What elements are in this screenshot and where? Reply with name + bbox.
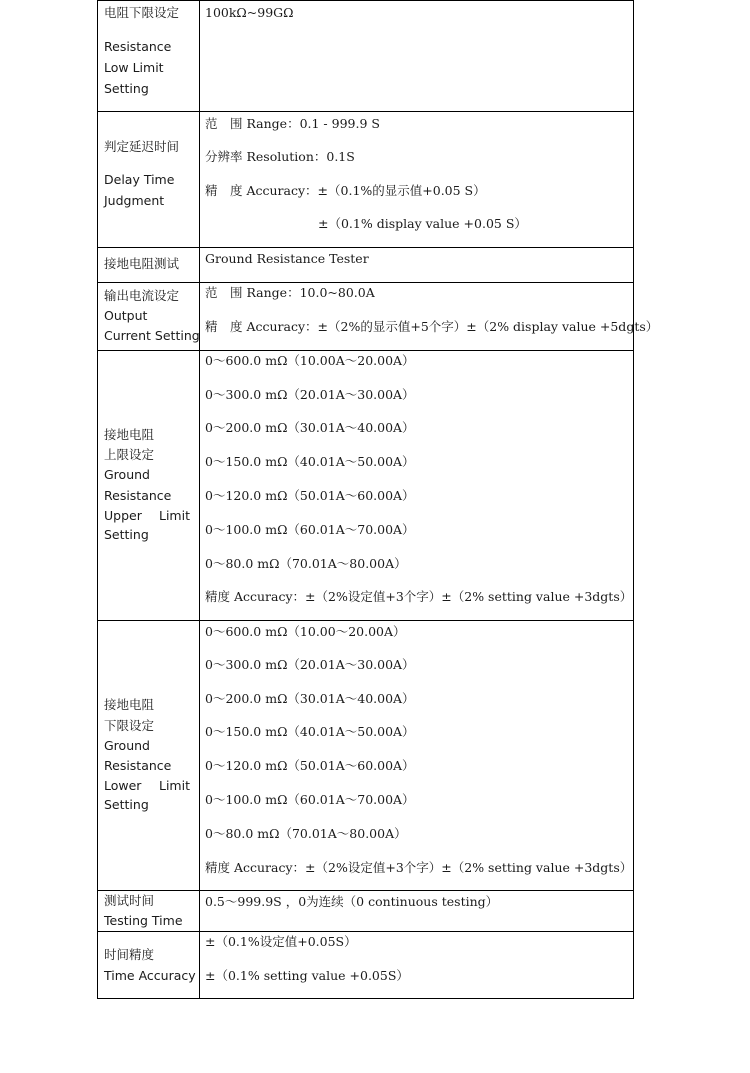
- row-divider: [97, 931, 634, 932]
- lower-limit-label: Setting: [104, 797, 149, 812]
- lower-limit-label: 下限设定: [104, 718, 155, 733]
- row-divider: [97, 890, 634, 891]
- upper-limit-value: 0～200.0 mΩ（30.01A～40.00A）: [205, 420, 415, 435]
- row-divider: [97, 620, 634, 621]
- testing-time-label: Testing Time: [104, 913, 183, 928]
- low-limit-label: 电阻下限设定: [104, 5, 180, 20]
- column-divider: [199, 0, 200, 999]
- delay-value: 范 围 Range：0.1 - 999.9 S: [205, 116, 380, 131]
- upper-limit-label: 上限设定: [104, 447, 155, 462]
- testing-time-value: 0.5～999.9S ，0为连续（0 continuous testing）: [205, 894, 499, 909]
- row-divider: [97, 247, 634, 248]
- delay-label: Delay Time: [104, 172, 175, 187]
- delay-value: 精 度 Accuracy：±（0.1%的显示值+0.05 S）: [205, 183, 486, 198]
- low-limit-label: Setting: [104, 81, 149, 96]
- low-limit-value: 100kΩ~99GΩ: [205, 5, 294, 20]
- time-accuracy-value: ±（0.1%设定值+0.05S）: [205, 934, 357, 949]
- lower-limit-value: 0～80.0 mΩ（70.01A～80.00A）: [205, 826, 407, 841]
- upper-limit-value: 0～300.0 mΩ（20.01A～30.00A）: [205, 387, 415, 402]
- upper-limit-label: Upper Limit: [104, 508, 190, 523]
- upper-limit-label: Setting: [104, 527, 149, 542]
- ground-header-label: 接地电阻测试: [104, 256, 180, 271]
- upper-limit-label: Resistance: [104, 488, 172, 503]
- output-current-value: 精 度 Accuracy：±（2%的显示值+5个字）±（2% display value +5dgts）: [205, 319, 659, 334]
- upper-limit-value: 0～600.0 mΩ（10.00A～20.00A）: [205, 353, 415, 368]
- testing-time-label: 测试时间: [104, 893, 155, 908]
- output-current-label: 输出电流设定: [104, 288, 180, 303]
- lower-limit-value: 0～600.0 mΩ（10.00～20.00A）: [205, 624, 406, 639]
- row-divider: [97, 282, 634, 283]
- lower-limit-value: 0～150.0 mΩ（40.01A～50.00A）: [205, 724, 415, 739]
- delay-value: ±（0.1% display value +0.05 S）: [318, 216, 527, 231]
- column-divider: [633, 0, 634, 999]
- upper-limit-value: 0～100.0 mΩ（60.01A～70.00A）: [205, 522, 415, 537]
- upper-limit-value: 0～120.0 mΩ（50.01A～60.00A）: [205, 488, 415, 503]
- ground-header-value: Ground Resistance Tester: [205, 251, 369, 266]
- row-divider: [97, 111, 634, 112]
- delay-label: Judgment: [104, 193, 165, 208]
- lower-limit-value: 精度 Accuracy：±（2%设定值+3个字）±（2% setting value +3dgts）: [205, 860, 633, 875]
- row-divider: [97, 350, 634, 351]
- upper-limit-value: 0～80.0 mΩ（70.01A～80.00A）: [205, 556, 407, 571]
- lower-limit-value: 0～100.0 mΩ（60.01A～70.00A）: [205, 792, 415, 807]
- upper-limit-value: 0～150.0 mΩ（40.01A～50.00A）: [205, 454, 415, 469]
- upper-limit-label: 接地电阻: [104, 427, 155, 442]
- time-accuracy-label: 时间精度: [104, 947, 155, 962]
- lower-limit-label: 接地电阻: [104, 697, 155, 712]
- output-current-label: Output: [104, 308, 148, 323]
- upper-limit-value: 精度 Accuracy：±（2%设定值+3个字）±（2% setting value +3dgts）: [205, 589, 633, 604]
- time-accuracy-value: ±（0.1% setting value +0.05S）: [205, 968, 409, 983]
- delay-label: 判定延迟时间: [104, 139, 180, 154]
- delay-value: 分辨率 Resolution：0.1S: [205, 149, 355, 164]
- lower-limit-label: Lower Limit: [104, 778, 190, 793]
- output-current-value: 范 围 Range：10.0~80.0A: [205, 285, 375, 300]
- lower-limit-value: 0～120.0 mΩ（50.01A～60.00A）: [205, 758, 415, 773]
- lower-limit-label: Resistance: [104, 758, 172, 773]
- lower-limit-value: 0～200.0 mΩ（30.01A～40.00A）: [205, 691, 415, 706]
- row-divider: [97, 0, 634, 1]
- row-divider: [97, 998, 634, 999]
- low-limit-label: Resistance: [104, 39, 172, 54]
- lower-limit-value: 0～300.0 mΩ（20.01A～30.00A）: [205, 657, 415, 672]
- upper-limit-label: Ground: [104, 467, 150, 482]
- time-accuracy-label: Time Accuracy: [104, 968, 196, 983]
- column-divider: [97, 0, 98, 999]
- lower-limit-label: Ground: [104, 738, 150, 753]
- low-limit-label: Low Limit: [104, 60, 164, 75]
- output-current-label: Current Setting: [104, 328, 200, 343]
